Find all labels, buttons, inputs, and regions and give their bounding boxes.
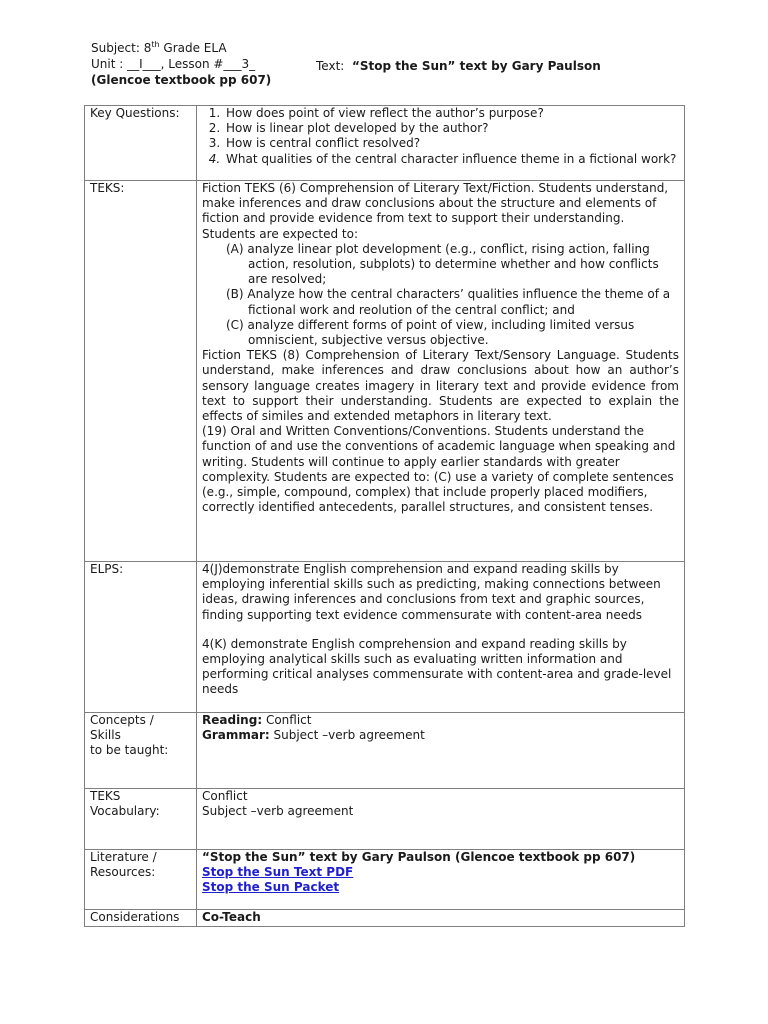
text-title: “Stop the Sun” text by Gary Paulson <box>351 59 601 73</box>
reading-skill: Reading: Conflict <box>202 713 312 727</box>
teks6-item-c: (C) analyze different forms of point of view, including limited versus omniscient, subjective versus objective. <box>226 317 635 348</box>
row-key-questions <box>85 106 685 181</box>
key-questions-list <box>202 106 679 167</box>
grammar-skill: Grammar: Subject –verb agreement <box>202 728 425 743</box>
content-vocabulary <box>197 789 685 850</box>
content-literature <box>197 850 685 910</box>
elps-4j: 4(J)demonstrate English comprehension and expand reading skills by employing inferential skills such as predicting, making connections between ideas, drawing inferences and conclusions from text and graphic sources, finding supporting text evidence commensurate with content-area needs <box>202 562 661 622</box>
list-item: 3. How is central conflict resolved? <box>224 136 679 151</box>
lesson-plan-table <box>84 105 685 927</box>
label-vocabulary: TEKS Vocabulary: <box>85 789 197 850</box>
label-considerations: Considerations <box>85 910 197 927</box>
label-concepts: Concepts / Skills to be taught: <box>85 713 197 789</box>
literature-title: “Stop the Sun” text by Gary Paulson (Glencoe textbook pp 607) <box>202 850 636 864</box>
label-literature: Literature / Resources: <box>85 850 197 910</box>
row-considerations <box>85 910 685 927</box>
vocab-item: Subject –verb agreement <box>202 804 354 819</box>
row-elps <box>85 562 685 713</box>
content-teks <box>197 181 685 562</box>
row-vocabulary <box>85 789 685 850</box>
teks6-item-a: (A) analyze linear plot development (e.g., conflict, rising action, falling action, resolution, subplots) to determine whether and how conflicts are resolved; <box>226 241 659 287</box>
textbook-reference: (Glencoe textbook pp 607) <box>91 73 272 87</box>
unit-lesson-line: Unit : __I___, Lesson #___3_ <box>91 57 256 71</box>
teks6-intro: Fiction TEKS (6) Comprehension of Literary Text/Fiction. Students understand, make inferences and draw conclusions about the structure and elements of fiction and provide evidence from text to support their understanding. Students are expected to: <box>202 181 669 241</box>
content-concepts <box>197 713 685 789</box>
row-concepts <box>85 713 685 789</box>
teks8-text: Fiction TEKS (8) Comprehension of Literary Text/Sensory Language. Students understand, make inferences and draw conclusions about how an author’s sensory language creates imagery in literary text and provide evidence from text to support their understanding. Students are expected to explain the effects of similes and extended metaphors in literary text. <box>202 348 679 424</box>
stop-the-sun-pdf-link[interactable]: Stop the Sun Text PDF <box>202 865 354 880</box>
label-key-questions: Key Questions: <box>85 106 197 181</box>
document-header <box>91 40 691 88</box>
subject-line: Subject: 8th Grade ELA <box>91 40 227 55</box>
stop-the-sun-packet-link[interactable]: Stop the Sun Packet <box>202 880 340 895</box>
vocab-item: Conflict <box>202 789 248 803</box>
text-title-line: Text: “Stop the Sun” text by Gary Paulson <box>316 59 601 73</box>
list-item: 4. What qualities of the central character influence theme in a fictional work? <box>224 152 679 167</box>
content-key-questions <box>197 106 685 181</box>
label-teks: TEKS: <box>85 181 197 562</box>
teks19-text: (19) Oral and Written Conventions/Conventions. Students understand the function of and use the conventions of academic language when speaking and writing. Students will continue to apply earlier standards with greater complexity. Students are expected to: (C) use a variety of complete sentences (e.g., simple, compound, complex) that include properly placed modifiers, correctly identified antecedents, parallel structures, and consistent tenses. <box>202 424 676 515</box>
label-elps: ELPS: <box>85 562 197 713</box>
list-item: 2. How is linear plot developed by the author? <box>224 121 679 136</box>
content-considerations: Co-Teach <box>197 910 685 927</box>
elps-4k: 4(K) demonstrate English comprehension and expand reading skills by employing analytical skills such as evaluating written information and performing critical analyses commensurate with content-area and grade-level needs <box>202 636 672 697</box>
teks6-item-b: (B) Analyze how the central characters’ qualities influence the theme of a fictional work and reolution of the central conflict; and <box>226 287 671 317</box>
content-elps <box>197 562 685 713</box>
row-teks <box>85 181 685 562</box>
list-item: 1. How does point of view reflect the author’s purpose? <box>224 106 679 121</box>
row-literature <box>85 850 685 910</box>
